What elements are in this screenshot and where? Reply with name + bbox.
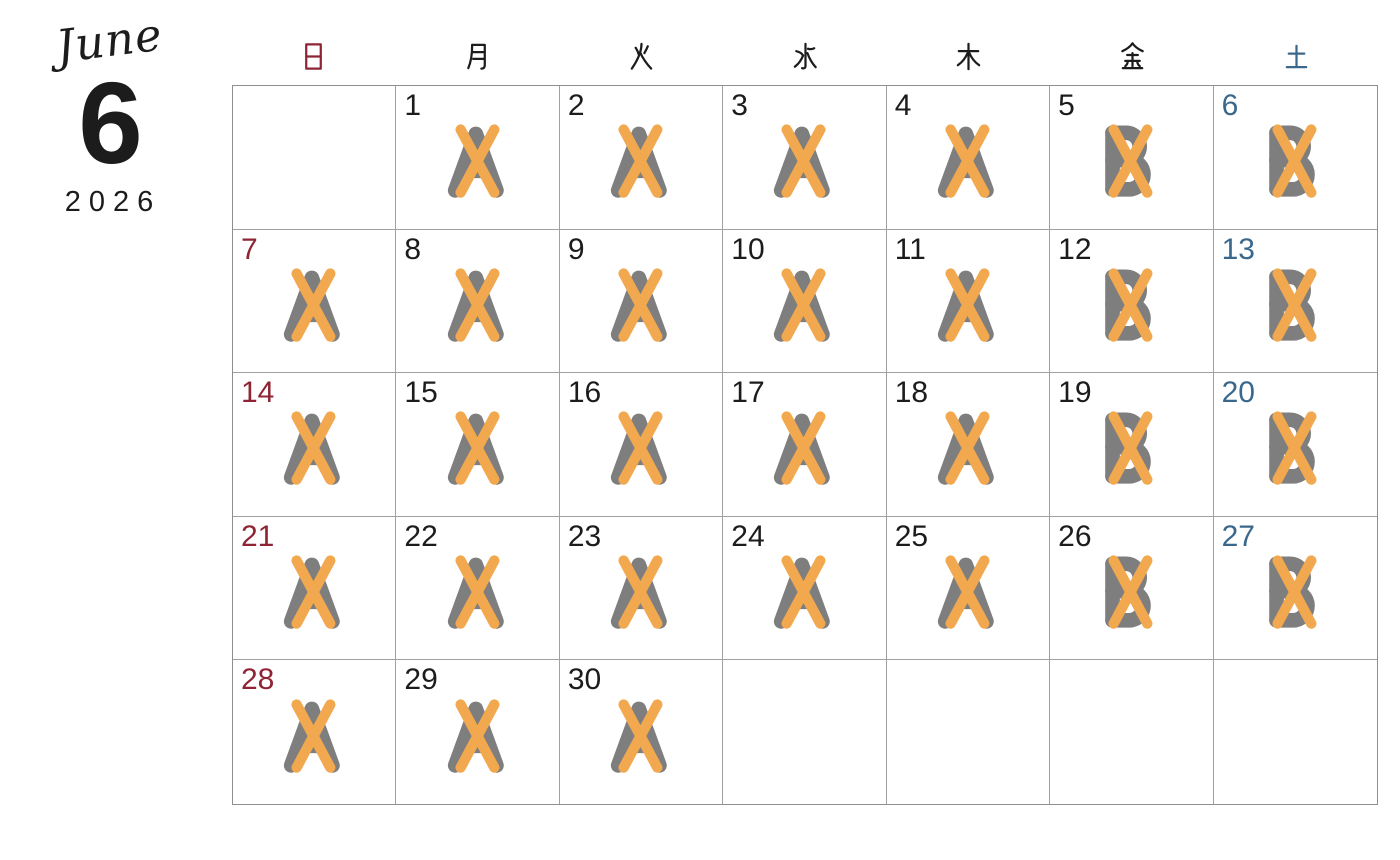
weekday-header-row <box>232 36 1378 76</box>
day-number: 14 <box>241 376 275 410</box>
day-number: 7 <box>241 232 258 266</box>
calendar-cell <box>560 230 723 374</box>
shift-letter-a-glyph <box>603 122 679 198</box>
day-number: 22 <box>404 519 438 553</box>
shift-letter-a-glyph <box>440 697 516 773</box>
month-number: 6 <box>78 57 140 188</box>
calendar-cell <box>1214 86 1377 230</box>
shift-letter-a-glyph <box>276 266 352 342</box>
calendar-cell <box>233 660 396 804</box>
shift-letter-b-glyph <box>1257 122 1333 198</box>
day-number: 12 <box>1058 232 1092 266</box>
shift-letter-a-glyph <box>930 409 1006 485</box>
shift-stamp-a-crossed <box>440 553 516 629</box>
shift-stamp-b-crossed <box>1093 553 1169 629</box>
shift-stamp-b-crossed <box>1257 409 1333 485</box>
calendar-cell <box>233 373 396 517</box>
day-number: 30 <box>567 663 602 697</box>
shift-stamp-b-crossed <box>1257 122 1333 198</box>
day-number: 11 <box>894 232 926 266</box>
shift-letter-a-glyph <box>440 122 516 198</box>
day-number: 28 <box>241 663 275 697</box>
calendar-cell <box>560 517 723 661</box>
calendar-cell <box>396 373 559 517</box>
shift-stamp-a-crossed <box>440 122 516 198</box>
month-name-script: June <box>52 7 166 74</box>
month-block <box>24 7 194 219</box>
shift-letter-a-glyph <box>276 409 352 485</box>
shift-letter-a-glyph <box>603 409 679 485</box>
shift-stamp-a-crossed <box>276 553 352 629</box>
calendar-grid <box>232 85 1378 805</box>
day-number: 16 <box>567 376 602 410</box>
kanji-月-glyph <box>462 41 493 72</box>
weekday-label-monday <box>396 36 560 76</box>
shift-stamp-a-crossed <box>276 409 352 485</box>
shift-letter-b-glyph <box>1093 122 1169 198</box>
calendar-cell <box>1050 373 1213 517</box>
calendar-cell-empty <box>1050 660 1213 804</box>
day-number: 23 <box>567 519 602 553</box>
shift-letter-a-glyph <box>766 266 842 342</box>
weekday-label-friday <box>1051 36 1215 76</box>
day-number: 24 <box>731 519 765 553</box>
shift-letter-a-glyph <box>930 266 1006 342</box>
day-number: 25 <box>894 519 929 553</box>
shift-stamp-a-crossed <box>766 122 842 198</box>
shift-letter-a-glyph <box>603 266 679 342</box>
calendar-cell <box>560 660 723 804</box>
shift-stamp-a-crossed <box>603 409 679 485</box>
shift-stamp-a-crossed <box>603 697 679 773</box>
shift-letter-a-glyph <box>766 122 842 198</box>
day-number: 20 <box>1221 376 1255 410</box>
day-number: 8 <box>404 232 422 266</box>
shift-letter-a-glyph <box>930 122 1006 198</box>
weekday-label-tuesday <box>559 36 723 76</box>
day-number: 4 <box>894 89 912 122</box>
calendar-cell <box>1214 373 1377 517</box>
shift-letter-b-glyph <box>1257 266 1333 342</box>
kanji-日-glyph <box>298 41 329 72</box>
calendar-cell <box>233 230 396 374</box>
shift-stamp-a-crossed <box>603 553 679 629</box>
day-number: 5 <box>1058 89 1075 122</box>
shift-letter-a-glyph <box>276 553 352 629</box>
day-number: 1 <box>404 89 422 122</box>
calendar-cell <box>396 517 559 661</box>
calendar-cell <box>233 517 396 661</box>
day-number: 29 <box>404 663 438 697</box>
calendar-cell <box>396 230 559 374</box>
day-number: 15 <box>404 376 438 410</box>
calendar-cell <box>887 86 1050 230</box>
day-number: 3 <box>731 89 748 122</box>
calendar-cell <box>723 373 886 517</box>
weekday-label-wednesday <box>723 36 887 76</box>
calendar-cell <box>560 373 723 517</box>
shift-letter-a-glyph <box>766 409 842 485</box>
shift-letter-b-glyph <box>1093 409 1169 485</box>
day-number: 18 <box>894 376 929 410</box>
weekday-label-sunday <box>232 36 396 76</box>
calendar-cell <box>1050 230 1213 374</box>
shift-letter-a-glyph <box>930 553 1006 629</box>
shift-letter-a-glyph <box>603 553 679 629</box>
shift-letter-a-glyph <box>603 697 679 773</box>
shift-letter-a-glyph <box>766 553 842 629</box>
kanji-火-glyph <box>626 41 657 72</box>
day-number: 26 <box>1058 519 1092 553</box>
calendar-cell-empty <box>887 660 1050 804</box>
shift-letter-b-glyph <box>1093 266 1169 342</box>
shift-letter-a-glyph <box>440 409 516 485</box>
shift-letter-a-glyph <box>440 553 516 629</box>
shift-stamp-b-crossed <box>1093 409 1169 485</box>
shift-stamp-a-crossed <box>766 266 842 342</box>
day-number: 17 <box>731 376 765 410</box>
shift-letter-a-glyph <box>440 266 516 342</box>
kanji-木-glyph <box>953 41 984 72</box>
shift-stamp-a-crossed <box>440 409 516 485</box>
shift-stamp-a-crossed <box>930 266 1006 342</box>
calendar-cell <box>396 660 559 804</box>
kanji-金-glyph <box>1117 41 1148 72</box>
shift-stamp-a-crossed <box>930 553 1006 629</box>
shift-stamp-b-crossed <box>1257 266 1333 342</box>
kanji-水-glyph <box>790 41 821 72</box>
calendar-cell <box>887 230 1050 374</box>
calendar-cell-empty <box>233 86 396 230</box>
day-number: 6 <box>1221 89 1239 122</box>
calendar-cell <box>723 86 886 230</box>
shift-stamp-a-crossed <box>603 266 679 342</box>
calendar-cell <box>1214 517 1377 661</box>
shift-stamp-b-crossed <box>1093 266 1169 342</box>
calendar-cell <box>723 230 886 374</box>
weekday-label-thursday <box>887 36 1051 76</box>
shift-stamp-a-crossed <box>276 266 352 342</box>
shift-letter-b-glyph <box>1257 553 1333 629</box>
calendar-cell-empty <box>1214 660 1377 804</box>
calendar-cell <box>723 517 886 661</box>
shift-stamp-b-crossed <box>1257 553 1333 629</box>
shift-stamp-a-crossed <box>930 409 1006 485</box>
shift-stamp-b-crossed <box>1093 122 1169 198</box>
shift-stamp-a-crossed <box>276 697 352 773</box>
shift-stamp-a-crossed <box>930 122 1006 198</box>
day-number: 19 <box>1058 376 1092 410</box>
kanji-土-glyph <box>1281 41 1312 72</box>
shift-letter-b-glyph <box>1257 409 1333 485</box>
shift-stamp-a-crossed <box>766 409 842 485</box>
shift-stamp-a-crossed <box>766 553 842 629</box>
day-number: 21 <box>241 519 275 553</box>
day-number: 13 <box>1221 232 1255 266</box>
calendar-cell <box>1214 230 1377 374</box>
day-number: 27 <box>1221 519 1255 553</box>
day-number: 9 <box>567 232 585 266</box>
shift-stamp-a-crossed <box>440 697 516 773</box>
shift-stamp-a-crossed <box>603 122 679 198</box>
day-number: 10 <box>731 232 765 266</box>
calendar-cell <box>560 86 723 230</box>
shift-letter-a-glyph <box>276 697 352 773</box>
calendar-cell <box>887 517 1050 661</box>
calendar-cell <box>396 86 559 230</box>
calendar-cell-empty <box>723 660 886 804</box>
shift-stamp-a-crossed <box>440 266 516 342</box>
year-label: 2026 <box>64 186 162 219</box>
day-number: 2 <box>567 89 585 122</box>
weekday-label-saturday <box>1214 36 1378 76</box>
calendar-cell <box>1050 86 1213 230</box>
shift-letter-b-glyph <box>1093 553 1169 629</box>
calendar-cell <box>887 373 1050 517</box>
calendar-cell <box>1050 517 1213 661</box>
